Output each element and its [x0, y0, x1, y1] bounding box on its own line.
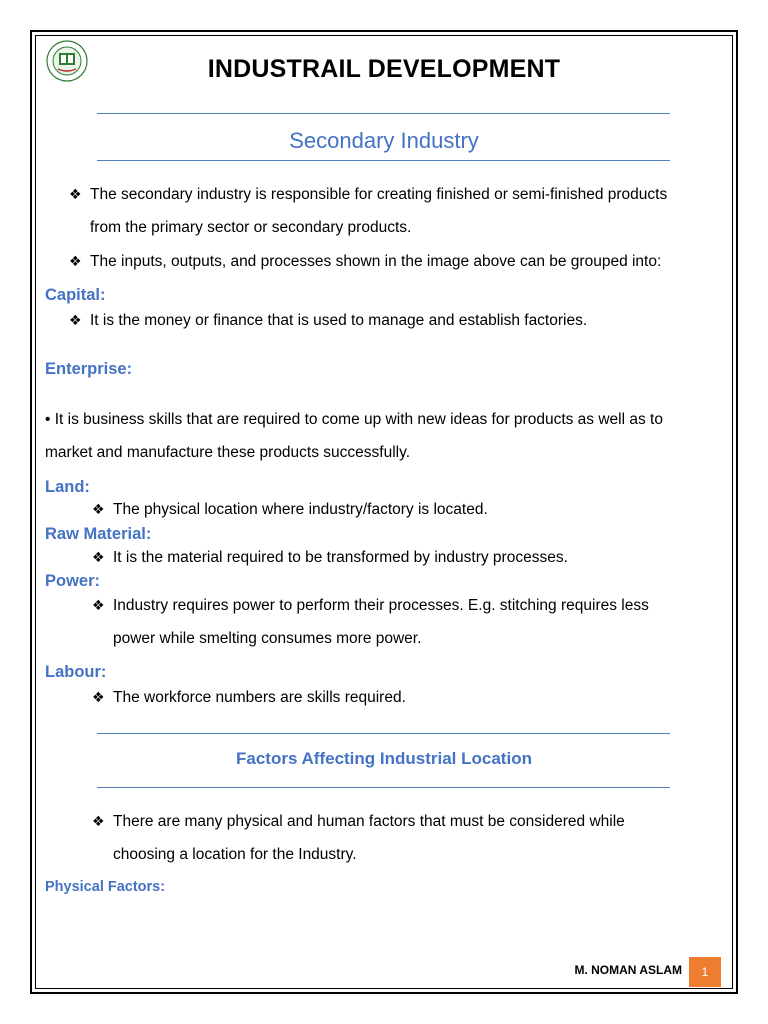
bullet-icon: ❖ [69, 312, 82, 328]
page-number-badge: 1 [689, 957, 721, 987]
bullet-icon: ❖ [69, 186, 82, 202]
bullet-text: power while smelting consumes more power. [113, 630, 422, 647]
bullet-icon: ❖ [92, 689, 105, 705]
bullet-text: The physical location where industry/factory is located. [113, 501, 488, 518]
bullet-text: The inputs, outputs, and processes shown in the image above can be grouped into: [90, 253, 662, 270]
heading-power: Power: [45, 572, 101, 590]
bullet-icon: ❖ [92, 813, 105, 829]
bullet-icon: ❖ [92, 597, 105, 613]
bullet-text: It is the money or finance that is used to manage and establish factories. [90, 312, 588, 329]
heading-raw-material: Raw Material: [45, 525, 152, 543]
heading-enterprise: Enterprise: [45, 360, 133, 378]
divider [97, 113, 670, 114]
heading-labour: Labour: [45, 663, 107, 681]
heading-physical-factors: Physical Factors: [45, 879, 166, 895]
page-title: INDUSTRAIL DEVELOPMENT [207, 55, 561, 83]
bullet-text: from the primary sector or secondary products. [90, 219, 412, 236]
bullet-icon: ❖ [92, 549, 105, 565]
bullet-text: The secondary industry is responsible for creating finished or semi-finished products [90, 186, 668, 203]
divider [97, 733, 670, 734]
paragraph-text: market and manufacture these products successfully. [45, 444, 410, 461]
heading-capital: Capital: [45, 286, 106, 304]
bullet-text: There are many physical and human factors that must be considered while [113, 813, 625, 830]
section-heading-secondary-industry: Secondary Industry [289, 128, 479, 153]
bullet-icon: ❖ [92, 501, 105, 517]
heading-land: Land: [45, 478, 90, 496]
section-heading-factors: Factors Affecting Industrial Location [236, 749, 532, 768]
bullet-text: It is the material required to be transformed by industry processes. [113, 549, 568, 566]
divider [97, 787, 670, 788]
bullet-text: The workforce numbers are skills required. [113, 689, 406, 706]
footer-author: M. NOMAN ASLAM [574, 963, 682, 977]
paragraph-text: • It is business skills that are required to come up with new ideas for products as well as to [45, 411, 663, 428]
divider [97, 160, 670, 161]
bullet-text: choosing a location for the Industry. [113, 846, 357, 863]
bullet-text: Industry requires power to perform their processes. E.g. stitching requires less [113, 597, 649, 614]
bullet-icon: ❖ [69, 253, 82, 269]
